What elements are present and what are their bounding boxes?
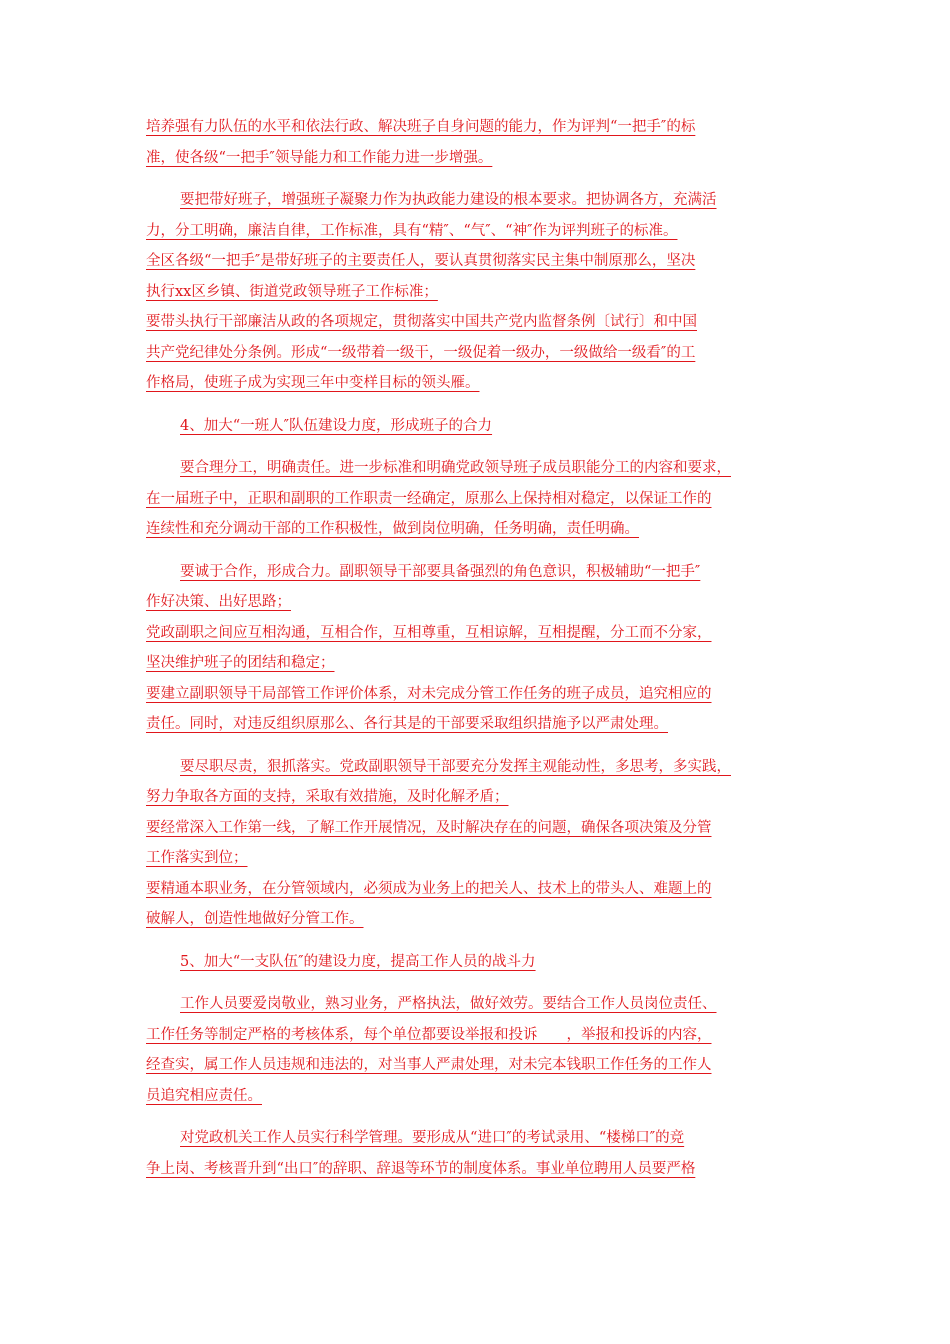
text-line: 经查实，属工作人员违规和违法的，对当事人严肃处理，对未完本钱职工作任务的工作人 bbox=[146, 1057, 712, 1073]
text-line: 党政副职之间应互相沟通，互相合作，互相尊重，互相谅解，互相提醒，分工而不分家， bbox=[146, 624, 712, 641]
paragraph-3 bbox=[146, 453, 816, 545]
text-line: 要带头执行干部廉洁从政的各项规定，贯彻落实中国共产党内监督条例〔试行〕和中国 bbox=[146, 314, 697, 330]
paragraph-6 bbox=[146, 989, 816, 1111]
text-line: 全区各级“一把手″是带好班子的主要责任人，要认真贯彻落实民主集中制原那么，坚决 bbox=[146, 253, 696, 269]
text-line: 要合理分工，明确责任。进一步标准和明确党政领导班子成员职能分工的内容和要求， bbox=[180, 460, 731, 476]
text-line: 争上岗、考核晋升到“出口″的辞职、辞退等环节的制度体系。事业单位聘用人员要严格 bbox=[146, 1160, 696, 1177]
text-line: 要尽职尽责，狠抓落实。党政副职领导干部要充分发挥主观能动性，多思考，多实践， bbox=[180, 758, 731, 775]
text-line: 作好决策、出好思路； bbox=[146, 594, 291, 610]
text-line: 责任。同时，对违反组织原那么、各行其是的干部要采取组织措施予以严肃处理。 bbox=[146, 716, 668, 732]
text-line: 连续性和充分调动干部的工作积极性，做到岗位明确，任务明确，责任明确。 bbox=[146, 521, 639, 537]
text-line: 要精通本职业务，在分管领域内，必须成为业务上的把关人、技术上的带头人、难题上的 bbox=[146, 880, 712, 897]
paragraph-1 bbox=[146, 112, 816, 173]
paragraph-4 bbox=[146, 557, 816, 740]
text-line: 坚决维护班子的团结和稳定； bbox=[146, 655, 335, 671]
text-line: 破解人，创造性地做好分管工作。 bbox=[146, 911, 364, 927]
text-line: 作格局，使班子成为实现三年中变样目标的领头雁。 bbox=[146, 375, 480, 391]
text-line: 努力争取各方面的支持，采取有效措施，及时化解矛盾； bbox=[146, 789, 509, 805]
text-line: 力，分工明确，廉洁自律，工作标准，具有“精″、“气″、“神″作为评判班子的标准。 bbox=[146, 222, 678, 239]
text-line: 要诚于合作，形成合力。副职领导干部要具备强烈的角色意识，积极辅助“一把手″ bbox=[180, 563, 701, 580]
text-line: 在一届班子中，正职和副职的工作职责一经确定，原那么上保持相对稳定，以保证工作的 bbox=[146, 490, 712, 507]
text-line: 工作任务等制定严格的考核体系，每个单位都要设举报和投诉 ，举报和投诉的内容， bbox=[146, 1026, 712, 1043]
section-heading-4 bbox=[146, 411, 816, 442]
paragraph-5 bbox=[146, 752, 816, 935]
paragraph-7 bbox=[146, 1123, 816, 1184]
text-line: 要把带好班子，增强班子凝聚力作为执政能力建设的根本要求。把协调各方，充满活 bbox=[180, 192, 717, 208]
text-line: 培养强有力队伍的水平和依法行政、解决班子自身问题的能力，作为评判“一把手″的标 bbox=[146, 119, 696, 135]
text-line: 要建立副职领导干局部管工作评价体系，对未完成分管工作任务的班子成员，追究相应的 bbox=[146, 685, 712, 702]
text-line: 共产党纪律处分条例。形成“一级带着一级干，一级促着一级办，一级做给一级看″的工 bbox=[146, 344, 696, 361]
text-line: 4、加大“一班人″队伍建设力度，形成班子的合力 bbox=[180, 417, 493, 434]
document-body bbox=[146, 112, 816, 1196]
text-line: 执行xx区乡镇、街道党政领导班子工作标准； bbox=[146, 283, 438, 300]
text-line: 准，使各级“一把手″领导能力和工作能力进一步增强。 bbox=[146, 149, 493, 166]
text-line: 工作落实到位； bbox=[146, 850, 248, 866]
section-heading-5 bbox=[146, 947, 816, 978]
text-line: 对党政机关工作人员实行科学管理。要形成从“进口″的考试录用、“楼梯口″的竞 bbox=[180, 1130, 685, 1146]
text-line: 要经常深入工作第一线，了解工作开展情况，及时解决存在的问题，确保各项决策及分管 bbox=[146, 819, 712, 836]
paragraph-2 bbox=[146, 185, 816, 399]
text-line: 员追究相应责任。 bbox=[146, 1087, 262, 1104]
text-line: 5、加大“一支队伍″的建设力度，提高工作人员的战斗力 bbox=[180, 953, 536, 970]
text-line: 工作人员要爱岗敬业，熟习业务，严格执法，做好效劳。要结合工作人员岗位责任、 bbox=[180, 996, 717, 1012]
